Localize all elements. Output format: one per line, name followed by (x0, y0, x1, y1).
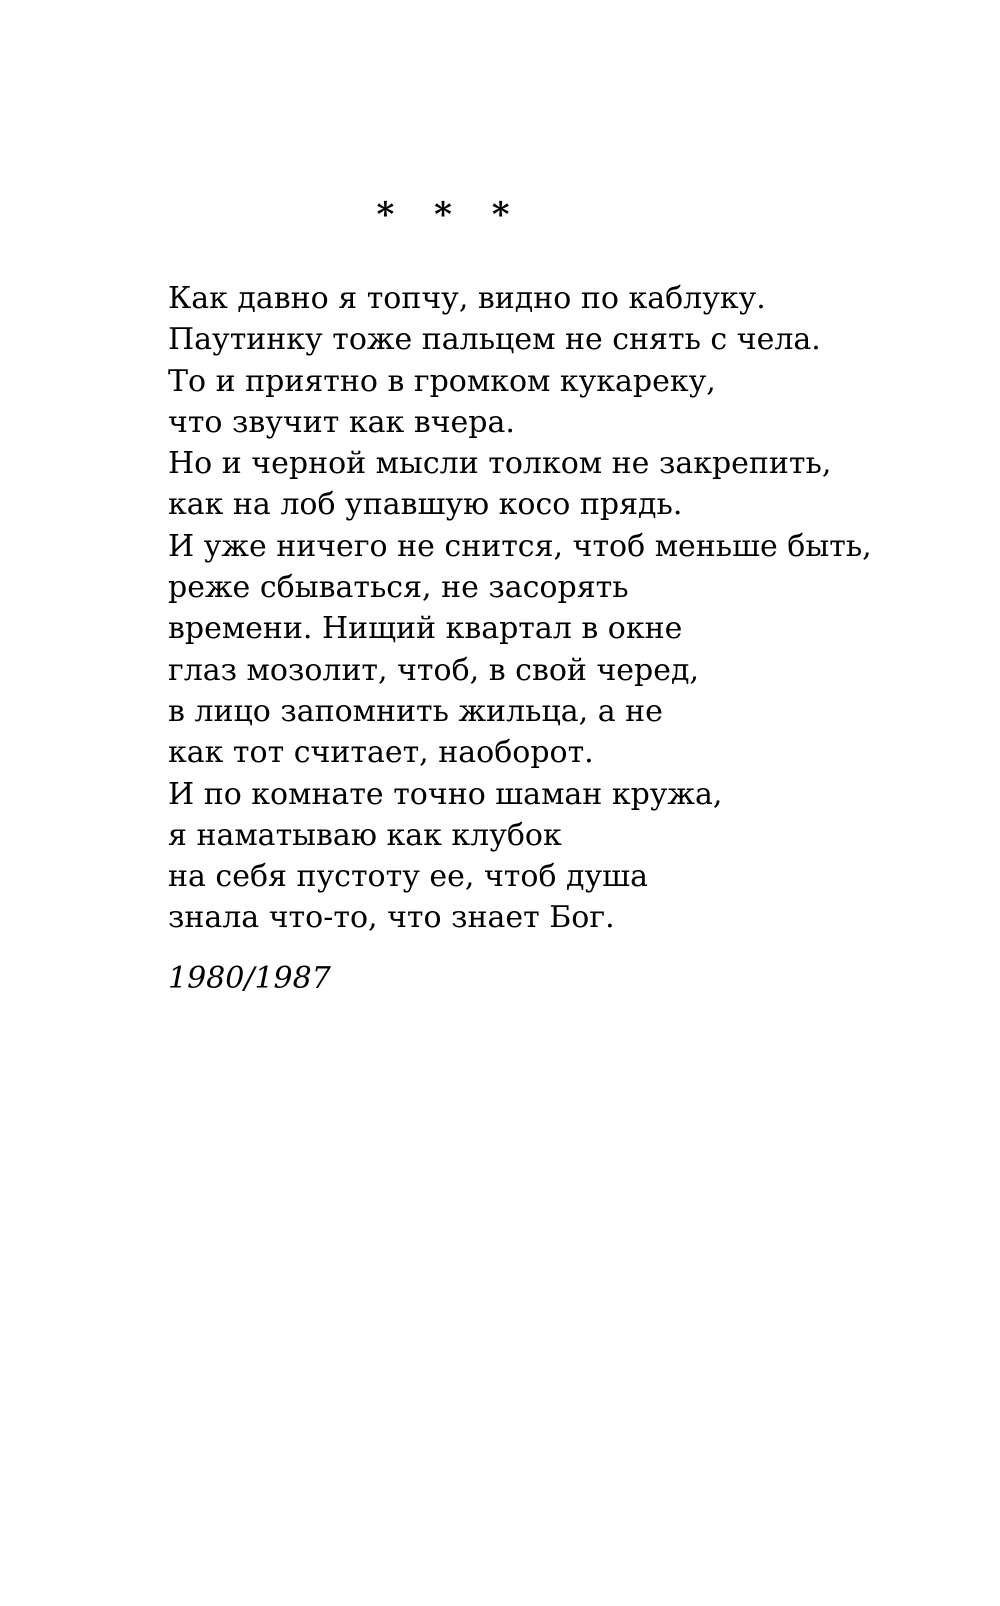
poem-line: времени. Нищий квартал в окне (168, 611, 683, 647)
poem-line: как на лоб упавшую косо прядь. (168, 487, 683, 523)
poem-line: что звучит как вчера. (168, 404, 515, 440)
poem-line: в лицо запомнить жильца, а не (168, 693, 663, 729)
poem-line: И уже ничего не снится, чтоб меньше быть, (168, 528, 872, 564)
poem-line: И по комнате точно шаман кружа, (168, 776, 723, 812)
poem-line: Как давно я топчу, видно по каблуку. (168, 281, 766, 316)
poem-line: глаз мозолит, чтоб, в свой черед, (168, 652, 699, 688)
section-separator: * * * (376, 195, 524, 235)
poem-line: Паутинку тоже пальцем не снять с чела. (168, 322, 821, 358)
poem-line: на себя пустоту ее, чтоб душа (168, 859, 648, 895)
poem-line: То и приятно в громком кукареку, (168, 363, 716, 399)
poem-line: реже сбываться, не засорять (168, 570, 629, 606)
poem-line: Но и черной мысли толком не закрепить, (168, 446, 832, 482)
poem-text (168, 278, 968, 939)
poem-line: знала что-то, что знает Бог. (168, 900, 615, 936)
poem-line: как тот считает, наоборот. (168, 735, 594, 771)
poem-line: я наматываю как клубок (168, 817, 562, 853)
poem-date: 1980/1987 (168, 961, 331, 996)
